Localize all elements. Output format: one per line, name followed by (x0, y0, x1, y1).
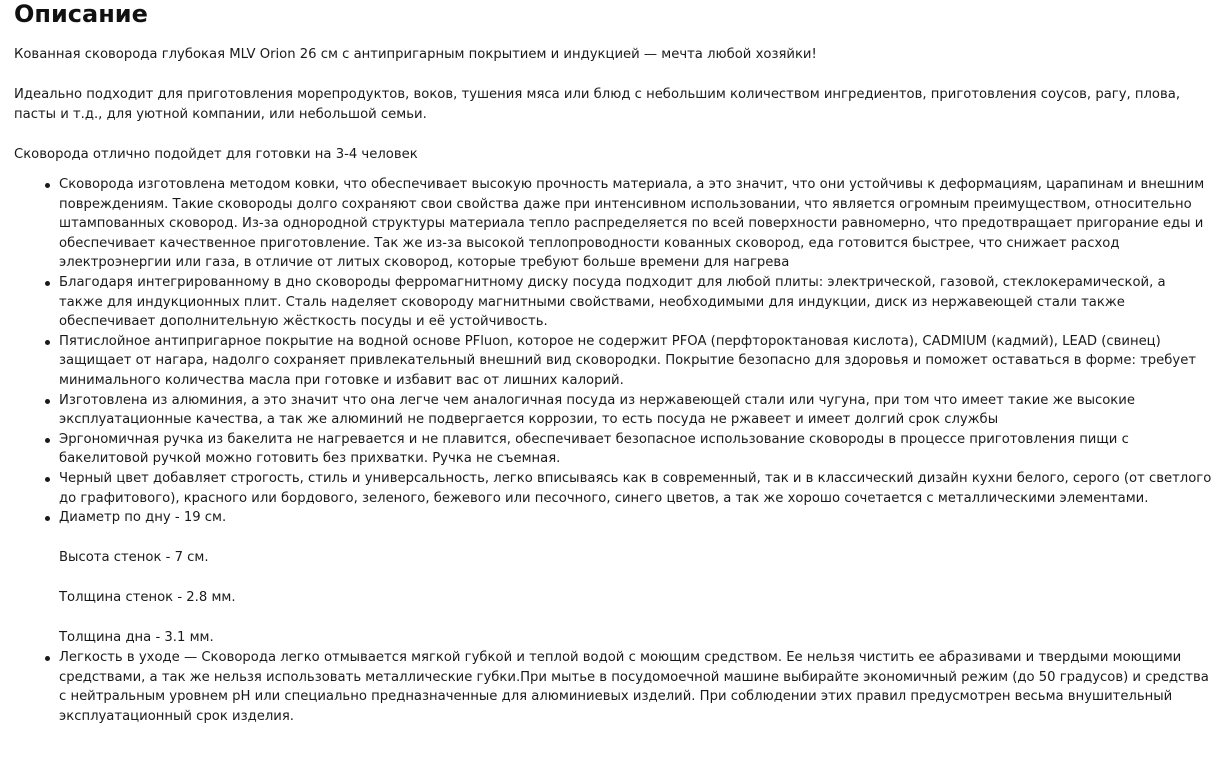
bottom-diameter: Диаметр по дну - 19 см. (59, 510, 227, 526)
feature-handle: Эргономичная ручка из бакелита не нагревается и не плавится, обеспечивает безопасное использование сковороды в процессе приготовления пищи с бакелитовой ручкой можно готовить без прихватки. Ручка не съемная. (59, 430, 1213, 469)
features-list (14, 175, 1213, 726)
feature-coating: Пятислойное антипригарное покрытие на водной основе PFluon, которое не содержит PFOA (перфтороктановая кислота), CADMIUM (кадмий), LEAD (свинец) защищает от нагара, надолго сохраняет привлекательный внешний вид сковородки. Покрытие безопасно для здоровья и поможет оставаться в форме: требует минимального количества масла при готовке и избавит вас от лишних калорий. (59, 332, 1213, 391)
feature-dimensions (59, 508, 1213, 648)
bottom-thickness: Толщина дна - 3.1 мм. (59, 630, 214, 646)
usage-paragraph: Идеально подходит для приготовления морепродуктов, воков, тушения мяса или блюд с небольшим количеством ингредиентов, приготовления соусов, рагу, плова, пасты и т.д., для уютной компании, или небольшой семьи. (14, 87, 1181, 122)
feature-forging: Сковорода изготовлена методом ковки, что обеспечивает высокую прочность материала, а это значит, что они устойчивы к деформациям, царапинам и внешним повреждениям. Такие сковороды долго сохраняют свои свойства даже при интенсивном использовании, что является огромным преимуществом, относительно штампованных сковород. Из-за однородной структуры материала тепло распределяется по всей поверхности равномерно, что предотвращает пригорание еды и обеспечивает качественное приготовление. Так же из-за высокой теплопроводности кованных сковород, еда готовится быстрее, что снижает расход электроэнергии или газа, в отличие от литых сковород, которые требуют больше времени для нагрева (59, 175, 1213, 273)
wall-thickness: Толщина стенок - 2.8 мм. (59, 590, 236, 606)
feature-care: Легкость в уходе — Сковорода легко отмывается мягкой губкой и теплой водой с моющим средством. Ее нельзя чистить ее абразивами и твердыми моющими средствами, а так же нельзя использовать металлические губки.При мытье в посудомоечной машине выбирайте экономичный режим (до 50 градусов) и средства с нейтральным уровнем pH или специально предназначенные для алюминиевых изделий. При соблюдении этих правил предусмотрен весьма внушительный эксплуатационный срок изделия. (59, 648, 1213, 726)
wall-height: Высота стенок - 7 см. (59, 550, 209, 566)
feature-induction: Благодаря интегрированному в дно сковороды ферромагнитному диску посуда подходит для любой плиты: электрической, газовой, стеклокерамической, а также для индукционных плит. Сталь наделяет сковороду магнитными свойствами, необходимыми для индукции, диск из нержавеющей стали также обеспечивает дополнительную жёсткость посуды и её устойчивость. (59, 273, 1213, 332)
feature-color: Черный цвет добавляет строгость, стиль и универсальность, легко вписываясь как в современный, так и в классический дизайн кухни белого, серого (от светлого до графитового), красного или бордового, зеленого, бежевого или песочного, синего цветов, а так же хорошо сочетается с металлическими элементами. (59, 469, 1213, 508)
servings-paragraph: Сковорода отлично подойдет для готовки на 3-4 человек (14, 147, 418, 162)
intro-paragraph: Кованная сковорода глубокая MLV Orion 26 см с антипригарным покрытием и индукцией — мечта любой хозяйки! (14, 47, 817, 62)
section-heading: Описание (14, 0, 148, 28)
feature-aluminum: Изготовлена из алюминия, а это значит что она легче чем аналогичная посуда из нержавеющей стали или чугуна, при том что имеет такие же высокие эксплуатационные качества, а так же алюминий не подвергается коррозии, то есть посуда не ржавеет и имеет долгий срок службы (59, 391, 1213, 430)
